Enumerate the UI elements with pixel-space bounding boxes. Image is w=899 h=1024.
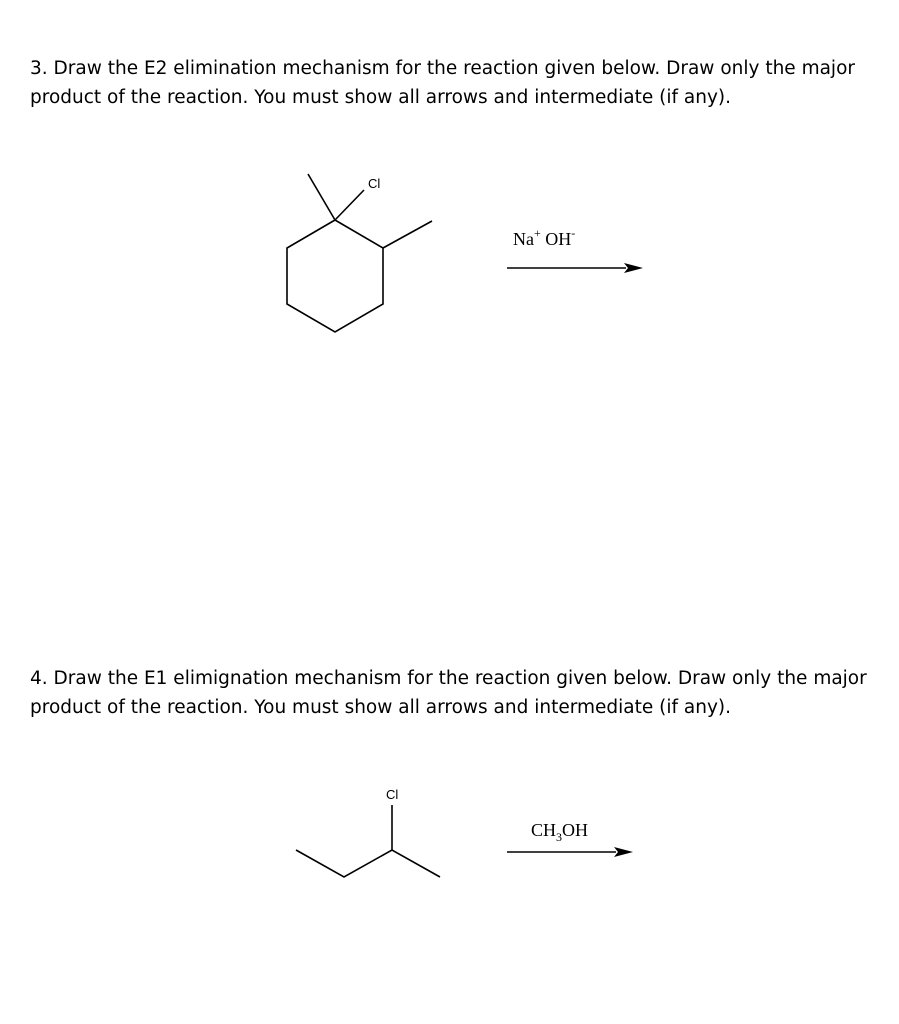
- reagent-plus-charge: +: [534, 226, 541, 240]
- methyl-bond: [308, 174, 335, 220]
- solvent-ch: CH: [531, 820, 557, 840]
- reagent-hydroxide: OH: [540, 229, 572, 249]
- reagent-minus-charge: -: [571, 226, 576, 240]
- c-cl-bond: [335, 190, 364, 220]
- question-4-line-2: product of the reaction. You must show all arrows and intermediate (if any).: [30, 697, 732, 718]
- reagent-label: [513, 226, 575, 249]
- solvent-oh: OH: [562, 820, 589, 840]
- question-3-line-2: product of the reaction. You must show all arrows and intermediate (if any).: [30, 87, 732, 108]
- question-4-line-1: 4. Draw the E1 elimignation mechanism for the reaction given below. Draw only the major: [30, 668, 867, 689]
- ring-methyl-bond: [383, 221, 432, 248]
- reaction-arrow-3: [507, 263, 643, 273]
- question-4-text: [30, 664, 880, 722]
- chlorine-label: Cl: [386, 787, 399, 802]
- cyclohexane-ring: [287, 220, 383, 332]
- question-3-line-1: 3. Draw the E2 elimination mechanism for the reaction given below. Draw only the major: [30, 58, 855, 79]
- reagent-sodium: Na: [513, 229, 534, 249]
- chlorine-label: Cl: [368, 176, 381, 191]
- solvent-subscript: 3: [556, 830, 563, 844]
